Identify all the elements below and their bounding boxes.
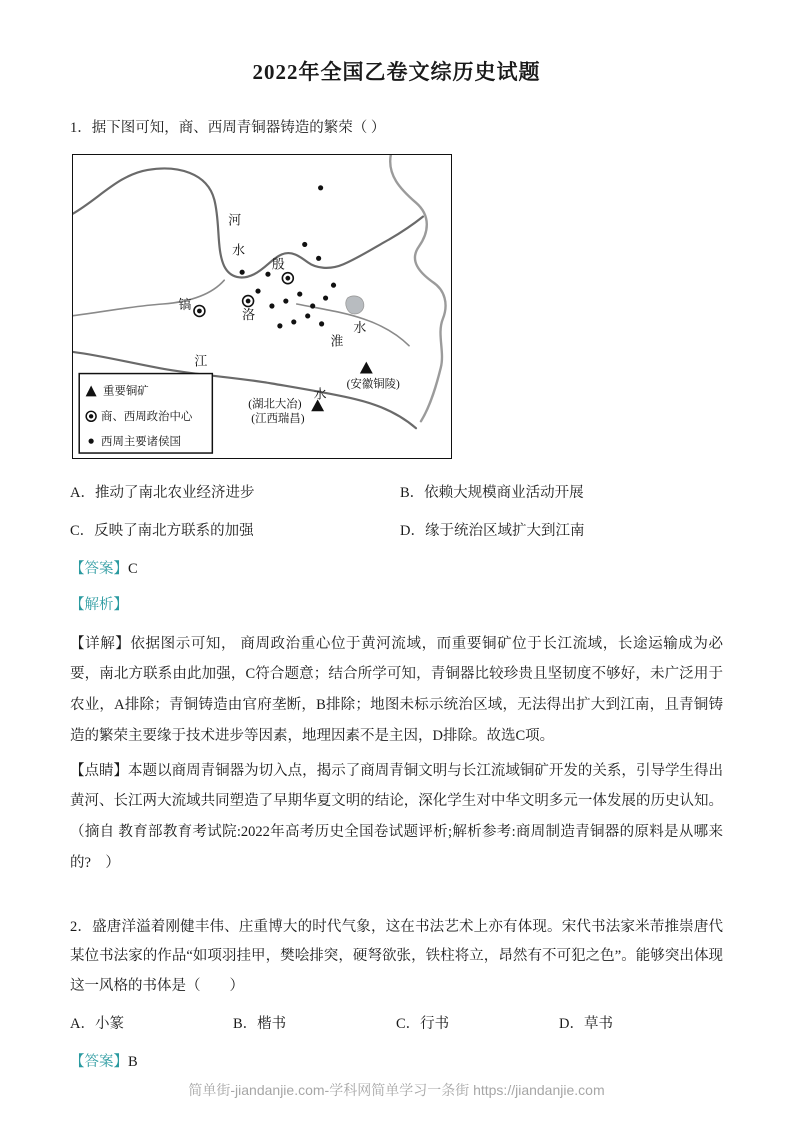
political-center-yin-marker <box>282 272 293 283</box>
question1-option-b: B．依赖大规模商业活动开展 <box>400 484 584 501</box>
question1-analysis-line <box>70 593 723 614</box>
bronze-age-map <box>72 154 452 459</box>
analysis-tag: 【解析】 <box>70 596 128 613</box>
question2-stem: 2．盛唐洋溢着刚健丰伟、庄重博大的时代气象，这在书法艺术上亦有体现。宋代书法家米芾推崇唐代某位书法家的作品“如项羽挂甲，樊哙排突，硬弩欲张，铁柱将立，昂然有不可犯之色”。能够突出体现这一风格的书体是（ ） <box>70 918 723 995</box>
copper-mine-anhui-triangle <box>360 361 373 373</box>
question2-option-a: A．小篆 <box>70 1015 124 1032</box>
question2-option-b: B．楷书 <box>233 1015 287 1032</box>
copper-mine-jiangxi-label: (江西瑞昌) <box>251 412 305 425</box>
question2-answer-value: B <box>128 1053 138 1070</box>
yellow-river-path <box>72 168 423 277</box>
political-center-yin-label: 殷 <box>271 255 285 271</box>
yangtze-label-shui: 水 <box>313 386 327 402</box>
legend-state-icon <box>89 438 94 443</box>
yellow-river-label-he: 河 <box>228 212 242 228</box>
question1-options-row2 <box>70 519 723 540</box>
question1-stem: 1．据下图可知，商、西周青铜器铸造的繁荣（ ） <box>70 120 386 136</box>
answer-tag: 【答案】 <box>70 560 128 577</box>
question1-tip-paragraph: 【点睛】本题以商周青铜器为切入点，揭示了商周青铜文明与长江流域铜矿开发的关系，引导学生得出黄河、长江两大流域共同塑造了早期华夏文明的结论，深化学生对中华文明多元一体发展的历史认知。（摘自 教育部教育考试院:2022年高考历史全国卷试题评析;解析参考:商周制造青铜器的原料是从哪来的? ） <box>70 762 723 871</box>
legend-state-label: 西周主要诸侯国 <box>101 435 181 448</box>
political-center-luo-marker <box>243 295 254 306</box>
legend-mine-label: 重要铜矿 <box>103 385 149 398</box>
copper-mine-hubei-label: (湖北大冶) <box>248 398 302 411</box>
yellow-river-label-shui: 水 <box>232 242 246 258</box>
question1-option-c: C．反映了南北方联系的加强 <box>70 522 254 539</box>
question1-map-figure <box>72 154 723 459</box>
question2-option-d: D．草书 <box>559 1015 613 1032</box>
question1-option-d: D．缘于统治区域扩大到江南 <box>400 522 585 539</box>
question1-detail-paragraph: 【详解】依据图示可知， 商周政治重心位于黄河流域，而重要铜矿位于长江流域，长途运输成为必要，南北方联系由此加强，C符合题意；结合所学可知，青铜器比较珍贵且坚韧度不够好，未广泛用于农业，A排除；青铜铸造由官府垄断，B排除；地图未标示统治区域，无法得出扩大到江南，且青铜铸造的繁荣主要缘于技术进步等因素，地理因素不是主因，D排除。故选C项。 <box>70 635 723 744</box>
political-center-hao-marker <box>194 305 205 316</box>
lake-shape <box>346 296 364 314</box>
page-title: 2022年全国乙卷文综历史试题 <box>252 60 541 84</box>
question1-answer-value: C <box>128 560 138 577</box>
legend-center-label: 商、西周政治中心 <box>101 410 193 423</box>
question1-option-a: A．推动了南北农业经济进步 <box>70 484 255 501</box>
map-legend <box>79 373 212 452</box>
political-center-hao-label: 镐 <box>178 296 192 312</box>
question1-options-row1 <box>70 481 723 502</box>
huai-river-label-shui: 水 <box>353 319 367 335</box>
copper-mine-anhui-label: (安徽铜陵) <box>346 378 400 391</box>
question2-options-row <box>70 1012 723 1033</box>
yangtze-label-jiang: 江 <box>194 353 208 369</box>
question2-option-c: C．行书 <box>396 1015 450 1032</box>
footer-text: 简单街-jiandanjie.com-学科网简单学习一条街 https://jiandanjie.com <box>188 1082 605 1098</box>
question1-answer-line <box>70 557 723 578</box>
political-center-luo-label: 洛 <box>242 306 256 322</box>
huai-river-label-huai: 淮 <box>330 333 344 349</box>
answer-tag: 【答案】 <box>70 1053 128 1070</box>
question2-block <box>70 913 723 1071</box>
question2-answer-line <box>70 1050 723 1071</box>
